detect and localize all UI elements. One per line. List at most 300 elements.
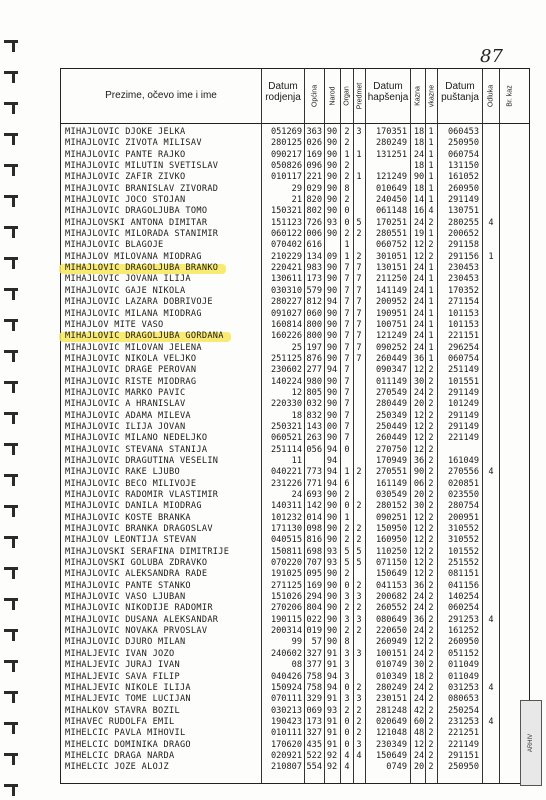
table-row [61,479,529,490]
cell-name: MIHAJLOVIC MARKO PAVIC [65,387,186,398]
binder-mark [4,288,18,291]
cell-name: MIHAVEC RUDOLFA EMIL [65,716,175,727]
cell-vka: 1 [428,353,434,364]
cell-pre: 2 [356,535,362,546]
cell-org: 7 [344,387,350,398]
cell-pre: 7 [356,285,362,296]
cell-dob: 040221 [270,467,302,478]
cell-org: 0 [344,728,350,739]
cell-org: 2 [344,626,350,637]
cell-kaz: 24 [413,285,425,296]
cell-hap: 270551 [375,467,407,478]
cell-nat: 90 [326,229,338,240]
cell-op: 522 [306,750,322,761]
cell-dob: 070111 [270,694,302,705]
cell-org: 2 [344,490,350,500]
cell-pus: 250254 [447,705,479,716]
cell-pus: 081151 [447,569,479,580]
cell-org: 7 [344,263,350,274]
cell-nat: 93 [326,217,338,228]
cell-op: 800 [306,319,322,330]
cell-vka: 2 [428,433,434,444]
cell-op: 026 [306,138,322,149]
cell-kaz: 12 [413,535,425,546]
cell-pre: 2 [356,229,362,240]
binder-mark [4,257,18,260]
header-dob: Datum rodjenja [265,81,301,103]
cell-pus: 200652 [447,229,479,240]
cell-op: 983 [306,263,322,274]
cell-name: MIHAJLOVIC BRANISLAV ZIVORAD [65,183,219,194]
cell-org: 1 [344,467,350,478]
cell-name: MIHAJLOV LEONTIJA STEVAN [65,535,197,546]
cell-kaz: 30 [413,660,425,671]
table-row [61,626,529,637]
cell-pre: 3 [356,614,362,625]
cell-name: MIHAJLOVIC DANILA MIODRAG [65,501,202,512]
header-arrest-date: Datum hapšenja [367,81,409,103]
cell-dob: 030213 [270,705,302,716]
cell-org: 1 [344,251,350,262]
cell-kaz: 12 [413,433,425,444]
cell-vka: 2 [428,603,434,614]
cell-op: 263 [306,433,322,444]
cell-vka: 2 [428,739,434,750]
table-row [61,388,529,399]
cell-dob: 200314 [270,626,302,637]
cell-kaz: 14 [413,195,425,206]
cell-op: 327 [306,728,322,739]
cell-dob: 150321 [270,206,302,217]
cell-org: 0 [344,682,350,693]
cell-hap: 240450 [375,195,407,206]
cell-pre: 3 [356,648,362,659]
table-row [61,683,529,694]
cell-vka: 2 [428,694,434,705]
cell-pre: 7 [356,263,362,274]
cell-pre: 2 [356,705,362,716]
cell-nat: 91 [326,728,338,739]
header-narod: Narod [329,86,336,106]
cell-name: MIHALJEVIC TOME LUCIJAN [65,694,191,705]
cell-pus: 280754 [447,501,479,512]
cell-pus: 101153 [447,319,479,330]
cell-op: 069 [306,705,322,716]
cell-name: MIHAJLOVIC GAJE NIKOLA [65,285,186,296]
cell-pus: 291253 [447,614,479,625]
cell-op: 022 [306,614,322,625]
cell-vka: 2 [428,444,434,455]
cell-org: 1 [344,512,350,523]
table-row [61,603,529,614]
cell-vka: 2 [428,251,434,262]
table-row [61,637,529,648]
cell-op: 095 [306,569,322,580]
cell-hap: 280551 [375,229,407,240]
cell-name: MIHAJLOVIC DUSANA ALEKSANDAR [65,614,219,625]
table-row [61,127,529,138]
cell-nat: 90 [326,183,338,194]
cell-hap: 200952 [375,297,407,308]
cell-hap: 100151 [375,648,407,659]
cell-nat: 94 [326,467,338,478]
table-row [61,331,529,342]
cell-pus: 230453 [447,274,479,285]
cell-dob: 29 [291,183,302,194]
cell-pus: 250950 [447,138,479,149]
cell-name: MIHAJLOVIC DJURO MILAN [65,637,186,648]
cell-name: MIHAJLOVIC KOSTE BRANKA [65,512,191,523]
binder-mark [4,443,18,446]
cell-name: MIHAJLOVIC MILANO NEDELJKO [65,433,208,444]
cell-pre: 2 [356,728,362,739]
cell-hap: 230151 [375,694,407,705]
cell-vka: 1 [428,274,434,285]
cell-kaz: 24 [413,319,425,330]
table-row [61,490,529,501]
cell-op: 060 [306,308,322,319]
table-row [61,138,529,149]
cell-org: 3 [344,592,350,603]
cell-org: 2 [344,705,350,716]
cell-dob: 010117 [270,172,302,183]
cell-dob: 210229 [270,251,302,262]
cell-hap: 260949 [375,637,407,648]
cell-op: 173 [306,274,322,285]
table-row [61,740,529,751]
cell-nat: 90 [326,161,338,172]
cell-vka: 2 [428,421,434,432]
table-row [61,672,529,683]
cell-name: MIHAJLOVIC BECO MILIVOJE [65,478,197,489]
cell-vka: 2 [428,762,434,773]
cell-nat: 90 [326,626,338,637]
cell-dob: 240602 [270,648,302,659]
cell-pre: 2 [356,626,362,637]
cell-pus: 291156 [447,251,479,262]
cell-nat: 93 [326,705,338,716]
cell-op: 032 [306,399,322,410]
cell-dob: 101232 [270,512,302,523]
table-row [61,309,529,320]
cell-name: MIHAJLOVIC MILUTIN SVETISLAV [65,161,219,172]
cell-pre: 1 [356,172,362,183]
cell-nat: 90 [326,376,338,387]
cell-dob: 271125 [270,580,302,591]
cell-name: MIHAJLOVIC RADOMIR VLASTIMIR [65,490,219,500]
header-extra: Br. kaz [506,85,514,107]
cell-odl: 4 [488,217,494,228]
cell-nat: 90 [326,149,338,160]
cell-nat: 94 [326,444,338,455]
cell-kaz: 24 [413,648,425,659]
cell-hap: 270750 [375,444,407,455]
cell-kaz: 24 [413,149,425,160]
table-row [61,706,529,717]
cell-dob: 151123 [270,217,302,228]
cell-name: MIHELCIC PAVLA MIHOVIL [65,728,186,739]
binder-mark [4,784,18,787]
cell-kaz: 12 [413,365,425,376]
cell-nat: 90 [326,138,338,149]
table-row [61,195,529,206]
cell-op: 57 [311,637,322,648]
table-row [61,343,529,354]
cell-name: MIHAJLOVIC A HRANISLAV [65,399,186,410]
cell-hap: 250449 [375,421,407,432]
cell-org: 7 [344,308,350,319]
cell-dob: 160814 [270,319,302,330]
cell-op: 294 [306,592,322,603]
cell-odl: 4 [488,467,494,478]
cell-vka: 1 [428,297,434,308]
cell-org: 5 [344,546,350,557]
cell-org: 7 [344,342,350,353]
cell-name: MIHELCIC JOZE ALOJZ [65,762,170,773]
cell-pre: 7 [356,274,362,285]
cell-org: 7 [344,421,350,432]
table-row [61,467,529,478]
cell-org: 3 [344,660,350,671]
cell-vka: 2 [428,217,434,228]
cell-pus: 101552 [447,546,479,557]
cell-kaz: 16 [413,206,425,217]
cell-op: 221 [306,172,322,183]
header-organ: Organ [343,86,351,106]
cell-vka: 1 [428,319,434,330]
cell-pus: 060453 [447,127,479,137]
cell-org: 2 [344,229,350,240]
table-row [61,535,529,546]
cell-name: MIHAJLOVIC LAZARA DOBRIVOJE [65,297,213,308]
cell-kaz: 24 [413,308,425,319]
cell-op: 142 [306,501,322,512]
cell-org: 7 [344,274,350,285]
cell-pus: 101153 [447,308,479,319]
cell-nat: 90 [326,263,338,274]
cell-hap: 061148 [375,206,407,217]
cell-hap: 100751 [375,319,407,330]
cell-kaz: 18 [413,127,425,137]
cell-org: 7 [344,285,350,296]
cell-kaz: 24 [413,274,425,285]
table-row [61,354,529,365]
cell-vka: 2 [428,705,434,716]
cell-vka: 2 [428,512,434,523]
cell-name: MIHAJLOVSKI ANTONA DIMITAR [65,217,208,228]
cell-name: MIHAJLOV MILOVANA MIODRAG [65,251,202,262]
cell-vka: 2 [428,535,434,546]
cell-pus: 140254 [447,592,479,603]
cell-pus: 161052 [447,172,479,183]
cell-pus: 251552 [447,558,479,569]
cell-nat: 91 [326,716,338,727]
cell-nat: 90 [326,353,338,364]
cell-name: MIHAJLOVIC JOVANA ILIJA [65,274,191,285]
cell-kaz: 36 [413,455,425,466]
cell-vka: 2 [428,728,434,739]
cell-name: MIHAJLOVIC PANTE RAJKO [65,149,186,160]
cell-dob: 220330 [270,399,302,410]
cell-nat: 90 [326,387,338,398]
cell-op: 579 [306,285,322,296]
cell-name: MIHAJLOVIC MILORADA STANIMIR [65,229,219,240]
cell-org: 3 [344,614,350,625]
cell-dob: 190423 [270,716,302,727]
cell-pus: 230453 [447,263,479,274]
cell-name: MIHAJLOVSKI GOLUBA ZDRAVKO [65,558,208,569]
cell-vka: 1 [428,138,434,149]
cell-org: 2 [344,195,350,206]
cell-pre: 1 [356,149,362,160]
cell-dob: 130611 [270,274,302,285]
cell-pus: 260950 [447,637,479,648]
cell-name: MIHAJLOVIC ZAFIR ZIVKO [65,172,186,183]
cell-op: 014 [306,512,322,523]
table-body [61,127,529,774]
cell-name: MIHAJLOVIC ZIVOTA MILISAV [65,138,202,149]
cell-kaz: 18 [413,183,425,194]
header-name: Prezime, očevo ime i ime [105,90,217,101]
cell-dob: 11 [291,455,302,466]
cell-name: MIHAJLOVIC VASO LJUBAN [65,592,186,603]
cell-hap: 110250 [375,546,407,557]
cell-kaz: 12 [413,558,425,569]
cell-kaz: 24 [413,217,425,228]
cell-kaz: 36 [413,614,425,625]
cell-org: 7 [344,399,350,410]
cell-kaz: 20 [413,490,425,500]
cell-name: MIHALJEVIC SAVA FILIP [65,671,180,682]
cell-name: MIHALJEVIC IVAN JOZO [65,648,175,659]
cell-op: 019 [306,626,322,637]
table-row [61,592,529,603]
cell-org: 2 [344,569,350,580]
cell-hap: 010649 [375,183,407,194]
cell-nat: 91 [326,694,338,705]
cell-hap: 170251 [375,217,407,228]
cell-pus: 310552 [447,535,479,546]
cell-kaz: 12 [413,524,425,535]
cell-name: MIHAJLOVIC MILANA MIODRAG [65,308,202,319]
cell-dob: 99 [291,637,302,648]
cell-vka: 4 [428,206,434,217]
cell-op: 726 [306,217,322,228]
table-row [61,547,529,558]
cell-vka: 2 [428,648,434,659]
cell-hap: 281248 [375,705,407,716]
cell-odl: 4 [488,716,494,727]
cell-hap: 211250 [375,274,407,285]
cell-nat: 93 [326,558,338,569]
cell-dob: 140224 [270,376,302,387]
cell-pre: 2 [356,682,362,693]
cell-dob: 060122 [270,229,302,240]
cell-kaz: 20 [413,399,425,410]
cell-nat: 90 [326,274,338,285]
header-release-date: Datum puštanja [441,81,479,103]
cell-org: 2 [344,127,350,137]
cell-dob: 070220 [270,558,302,569]
cell-pus: 101249 [447,399,479,410]
cell-hap: 270549 [375,387,407,398]
cell-pus: 291151 [447,750,479,761]
table-row [61,581,529,592]
table-row [61,649,529,660]
cell-pus: 296254 [447,342,479,353]
cell-kaz: 24 [413,297,425,308]
cell-name: MIHELCIC DRAGA NARDA [65,750,175,761]
cell-kaz: 18 [413,161,425,172]
cell-pus: 291158 [447,240,479,251]
cell-pre: 7 [356,308,362,319]
cell-pre: 2 [356,251,362,262]
cell-pus: 221251 [447,728,479,739]
cell-dob: 090217 [270,149,302,160]
cell-pre: 7 [356,319,362,330]
cell-pus: 291149 [447,195,479,206]
table-row [61,501,529,512]
cell-hap: 130151 [375,263,407,274]
cell-name: MIHAJLOVIC BRANKA DRAGOSLAV [65,524,213,535]
cell-vka: 1 [428,285,434,296]
cell-vka: 1 [428,229,434,240]
cell-vka: 2 [428,637,434,648]
cell-op: 816 [306,535,322,546]
cell-pre: 3 [356,694,362,705]
table-row [61,172,529,183]
cell-pus: 250950 [447,762,479,773]
cell-pre: 2 [356,467,362,478]
cell-vka: 2 [428,455,434,466]
cell-hap: 150950 [375,524,407,535]
cell-hap: 150649 [375,750,407,761]
table-header [61,69,529,124]
cell-org: 1 [344,149,350,160]
cell-pus: 060254 [447,603,479,614]
cell-pus: 231253 [447,716,479,727]
cell-op: 804 [306,603,322,614]
table-row [61,660,529,671]
cell-kaz: 12 [413,739,425,750]
cell-hap: 090251 [375,512,407,523]
cell-hap: 280449 [375,399,407,410]
cell-hap: 090347 [375,365,407,376]
cell-dob: 050826 [270,161,302,172]
cell-hap: 121249 [375,331,407,342]
cell-op: 758 [306,682,322,693]
table-row [61,252,529,263]
records-table [60,68,530,784]
cell-org: 7 [344,410,350,421]
cell-vka: 1 [428,342,434,353]
cell-kaz: 48 [413,728,425,739]
cell-vka: 2 [428,569,434,580]
cell-op: 698 [306,546,322,557]
cell-kaz: 19 [413,229,425,240]
cell-pus: 023550 [447,490,479,500]
cell-op: 197 [306,342,322,353]
cell-dob: 21 [291,195,302,206]
cell-org: 0 [344,739,350,750]
table-row [61,751,529,762]
cell-pre: 7 [356,342,362,353]
cell-op: 980 [306,376,322,387]
cell-vka: 2 [428,399,434,410]
cell-dob: 251114 [270,444,302,455]
cell-vka: 2 [428,387,434,398]
cell-nat: 09 [326,251,338,262]
